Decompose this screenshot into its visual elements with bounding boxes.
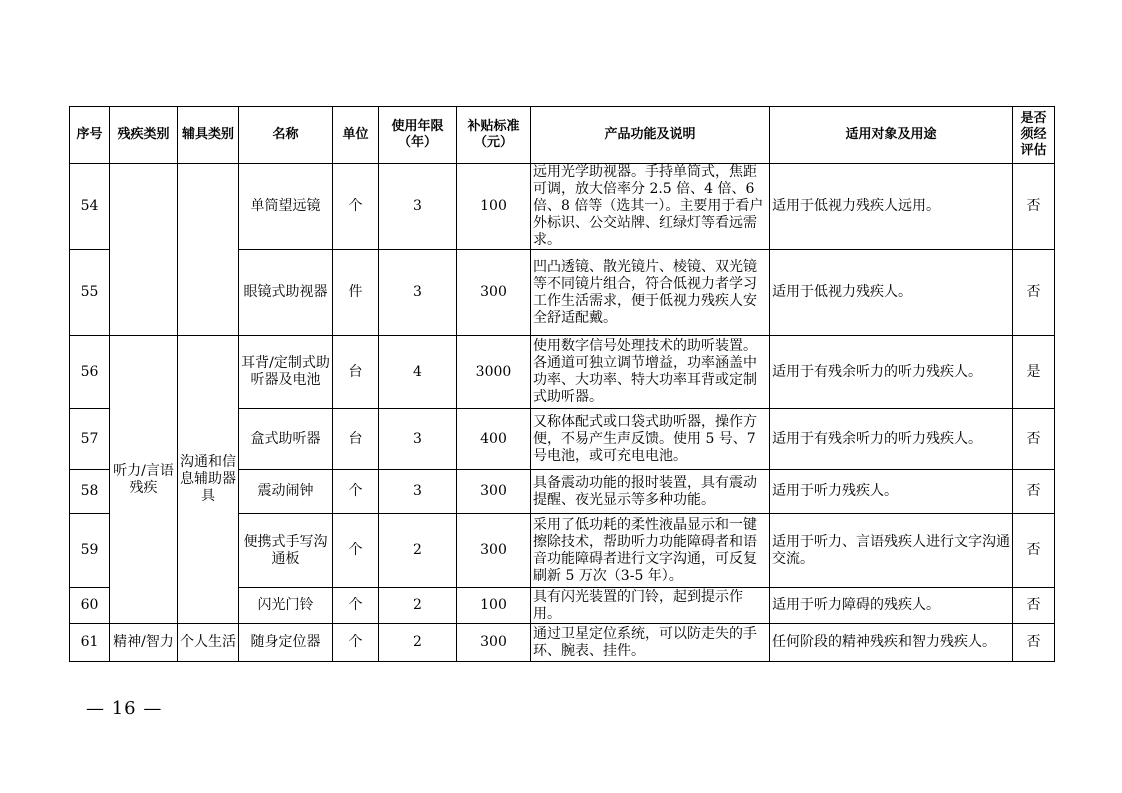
- row-years: 4: [379, 336, 457, 409]
- header-index: 序号: [70, 107, 110, 164]
- row-function: 远用光学助视器。手持单筒式，焦距可调，放大倍率分 2.5 倍、4 倍、6 倍、8 倍等（选其一）。主要用于看户外标识、公交站牌、红绿灯等看远需求。: [531, 164, 770, 250]
- row-assessment: 否: [1013, 164, 1055, 250]
- header-disability-type: 残疾类别: [110, 107, 178, 164]
- row-target: 适用于低视力残疾人远用。: [770, 164, 1013, 250]
- aid-type-cell-empty: [178, 164, 239, 336]
- row-assessment: 否: [1013, 588, 1055, 624]
- table-row: [70, 624, 1055, 662]
- row-subsidy: 100: [457, 588, 531, 624]
- header-years: 使用年限（年）: [379, 107, 457, 164]
- row-target: 任何阶段的精神残疾和智力残疾人。: [770, 624, 1013, 662]
- header-subsidy: 补贴标准（元）: [457, 107, 531, 164]
- row-assessment: 否: [1013, 514, 1055, 588]
- aid-type-personal-life: 个人生活: [178, 624, 239, 662]
- row-unit: 个: [333, 470, 379, 514]
- header-target: 适用对象及用途: [770, 107, 1013, 164]
- disability-type-cell-empty: [110, 164, 178, 336]
- row-unit: 个: [333, 588, 379, 624]
- aid-type-communication: 沟通和信息辅助器具: [178, 336, 239, 624]
- table-row: [70, 164, 1055, 250]
- row-target: 适用于听力残疾人。: [770, 470, 1013, 514]
- row-subsidy: 100: [457, 164, 531, 250]
- row-target: 适用于有残余听力的听力残疾人。: [770, 336, 1013, 409]
- row-name: 耳背/定制式助听器及电池: [239, 336, 333, 409]
- header-assessment: 是否须经评估: [1013, 107, 1055, 164]
- row-function: 使用数字信号处理技术的助听装置。各通道可独立调节增益，功率涵盖中功率、大功率、特大功率耳背或定制式助听器。: [531, 336, 770, 409]
- row-assessment: 否: [1013, 250, 1055, 336]
- row-name: 随身定位器: [239, 624, 333, 662]
- row-index: 61: [70, 624, 110, 662]
- header-aid-type: 辅具类别: [178, 107, 239, 164]
- row-index: 60: [70, 588, 110, 624]
- row-years: 3: [379, 250, 457, 336]
- row-function: 具备震动功能的报时装置，具有震动提醒、夜光显示等多种功能。: [531, 470, 770, 514]
- table-row: [70, 336, 1055, 409]
- disability-type-hearing: 听力/言语残疾: [110, 336, 178, 624]
- header-name: 名称: [239, 107, 333, 164]
- row-index: 54: [70, 164, 110, 250]
- row-function: 凹凸透镜、散光镜片、棱镜、双光镜等不同镜片组合，符合低视力者学习工作生活需求，便于低视力残疾人安全舒适配戴。: [531, 250, 770, 336]
- header-function: 产品功能及说明: [531, 107, 770, 164]
- row-function: 具有闪光装置的门铃，起到提示作用。: [531, 588, 770, 624]
- row-assessment: 是: [1013, 336, 1055, 409]
- row-assessment: 否: [1013, 409, 1055, 470]
- row-function: 采用了低功耗的柔性液晶显示和一键擦除技术，帮助听力功能障碍者和语音功能障碍者进行文字沟通，可反复刷新 5 万次（3-5 年）。: [531, 514, 770, 588]
- row-name: 闪光门铃: [239, 588, 333, 624]
- header-row: [70, 107, 1055, 164]
- row-name: 单筒望远镜: [239, 164, 333, 250]
- row-unit: 个: [333, 514, 379, 588]
- row-unit: 个: [333, 164, 379, 250]
- row-target: 适用于低视力残疾人。: [770, 250, 1013, 336]
- row-subsidy: 300: [457, 250, 531, 336]
- row-index: 59: [70, 514, 110, 588]
- row-name: 便携式手写沟通板: [239, 514, 333, 588]
- disability-type-mental: 精神/智力: [110, 624, 178, 662]
- row-unit: 个: [333, 624, 379, 662]
- row-target: 适用于听力障碍的残疾人。: [770, 588, 1013, 624]
- row-subsidy: 300: [457, 470, 531, 514]
- row-subsidy: 300: [457, 514, 531, 588]
- header-unit: 单位: [333, 107, 379, 164]
- row-index: 58: [70, 470, 110, 514]
- row-function: 通过卫星定位系统，可以防走失的手环、腕表、挂件。: [531, 624, 770, 662]
- page-number: — 16 —: [86, 698, 163, 719]
- row-index: 55: [70, 250, 110, 336]
- row-subsidy: 400: [457, 409, 531, 470]
- row-index: 56: [70, 336, 110, 409]
- row-subsidy: 300: [457, 624, 531, 662]
- row-assessment: 否: [1013, 624, 1055, 662]
- row-unit: 件: [333, 250, 379, 336]
- row-target: 适用于有残余听力的听力残疾人。: [770, 409, 1013, 470]
- subsidy-table: [69, 106, 1055, 662]
- row-unit: 台: [333, 336, 379, 409]
- row-years: 3: [379, 164, 457, 250]
- row-function: 又称体配式或口袋式助听器，操作方便，不易产生声反馈。使用 5 号、7 号电池，或可充电电池。: [531, 409, 770, 470]
- row-unit: 台: [333, 409, 379, 470]
- row-name: 震动闹钟: [239, 470, 333, 514]
- row-name: 盒式助听器: [239, 409, 333, 470]
- row-subsidy: 3000: [457, 336, 531, 409]
- row-assessment: 否: [1013, 470, 1055, 514]
- row-index: 57: [70, 409, 110, 470]
- row-years: 2: [379, 624, 457, 662]
- row-years: 2: [379, 588, 457, 624]
- row-years: 3: [379, 409, 457, 470]
- row-years: 3: [379, 470, 457, 514]
- row-years: 2: [379, 514, 457, 588]
- row-name: 眼镜式助视器: [239, 250, 333, 336]
- row-target: 适用于听力、言语残疾人进行文字沟通交流。: [770, 514, 1013, 588]
